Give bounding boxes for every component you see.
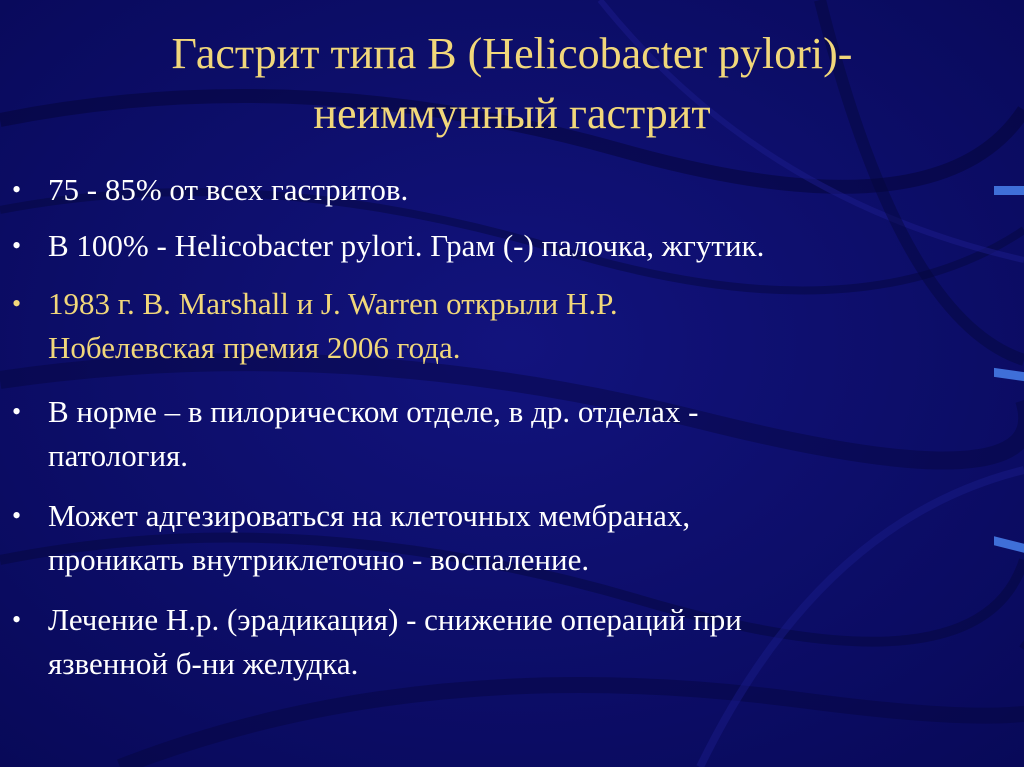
bullet-text: Лечение H.p. (эрадикация) - снижение операций при язвенной б-ни желудка. xyxy=(48,602,742,681)
bullet-text: 1983 г. B. Marshall и J. Warren открыли H.P. Нобелевская премия 2006 года. xyxy=(48,286,618,365)
bullet-text: В 100% - Helicobacter pylori. Грам (-) палочка, жгутик. xyxy=(48,228,765,263)
bullet-icon: • xyxy=(12,289,22,318)
slide-title-line-1: Гастрит типа В (Helicobacter pylori)- xyxy=(171,29,853,78)
bullet-text: 75 - 85% от всех гастритов. xyxy=(48,172,409,207)
slide-title-line-2: неиммунный гастрит xyxy=(313,89,711,138)
bullet-icon: • xyxy=(12,605,22,634)
decorative-bar xyxy=(994,186,1024,195)
bullet-icon: • xyxy=(12,501,22,530)
decorative-bar xyxy=(994,368,1024,381)
bullet-icon: • xyxy=(12,175,22,204)
slide-title xyxy=(40,24,984,144)
bullet-icon: • xyxy=(12,231,22,260)
bullet-text: Может адгезироваться на клеточных мембранах, проникать внутриклеточно - воспаление. xyxy=(48,498,691,577)
bullet-text: В норме – в пилорическом отделе, в др. отделах - патология. xyxy=(48,394,699,473)
bullet-icon: • xyxy=(12,397,22,426)
decorative-bar xyxy=(994,536,1024,552)
